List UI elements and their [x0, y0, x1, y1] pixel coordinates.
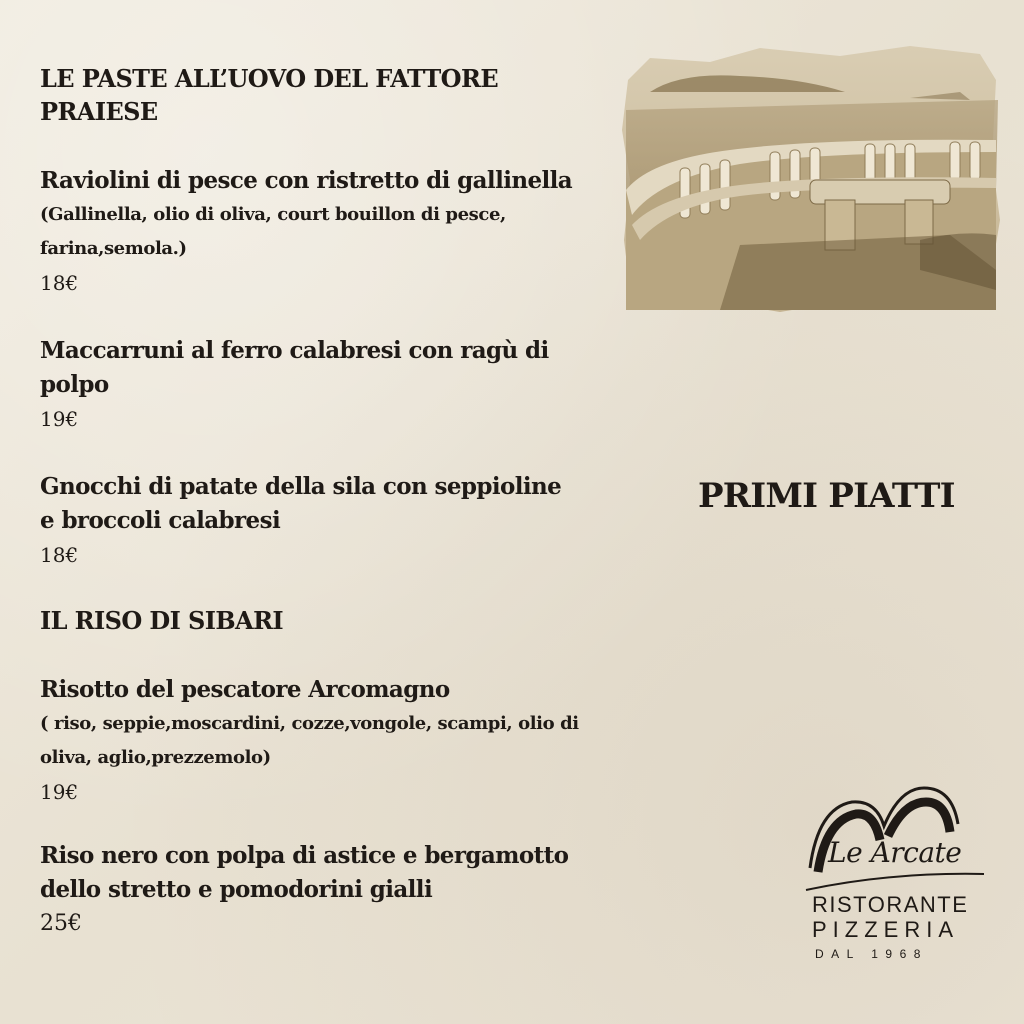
- dish-name: Maccarruni al ferro calabresi con ragù di polpo: [40, 337, 549, 398]
- dish-description: (Gallinella, olio di oliva, court bouillon di pesce, farina,semola.): [40, 204, 506, 259]
- dish-description: ( riso, seppie,moscardini, cozze,vongole, scampi, olio di oliva, aglio,prezzemolo): [40, 713, 579, 768]
- dish-price: 19€: [40, 780, 79, 804]
- dish-name: Risotto del pescatore Arcomagno: [40, 676, 450, 703]
- dish-price: 18€: [40, 271, 79, 295]
- page-heading: PRIMI PIATTI: [698, 476, 955, 516]
- dish-riso-nero: [40, 839, 580, 941]
- section-title-paste: LE PASTE ALL’UOVO DEL FATTORE PRAIESE: [40, 64, 499, 126]
- dish-name: Gnocchi di patate della sila con seppioline e broccoli calabresi: [40, 473, 562, 534]
- logo-since: DAL 1968: [815, 947, 928, 961]
- section-riso: [40, 604, 580, 941]
- section-title-riso: IL RISO DI SIBARI: [40, 606, 284, 635]
- dish-maccarruni: [40, 334, 580, 436]
- dish-risotto: [40, 673, 580, 809]
- logo-ristorante: RISTORANTE: [812, 892, 969, 917]
- dish-price: 25€: [40, 911, 82, 936]
- dish-name: Riso nero con polpa di astice e bergamotto dello stretto e pomodorini gialli: [40, 842, 569, 903]
- logo-script-text: Le Arcate: [828, 836, 962, 869]
- dish-gnocchi: [40, 470, 580, 572]
- dish-name: Raviolini di pesce con ristretto di gallinella: [40, 167, 573, 194]
- dish-price: 19€: [40, 407, 79, 431]
- dish-price: 18€: [40, 543, 79, 567]
- dish-raviolini: [40, 164, 580, 300]
- terrace-photo: [620, 40, 1002, 318]
- menu-column: [40, 62, 580, 941]
- logo-pizzeria: PIZZERIA: [812, 917, 960, 942]
- section-paste: [40, 62, 580, 572]
